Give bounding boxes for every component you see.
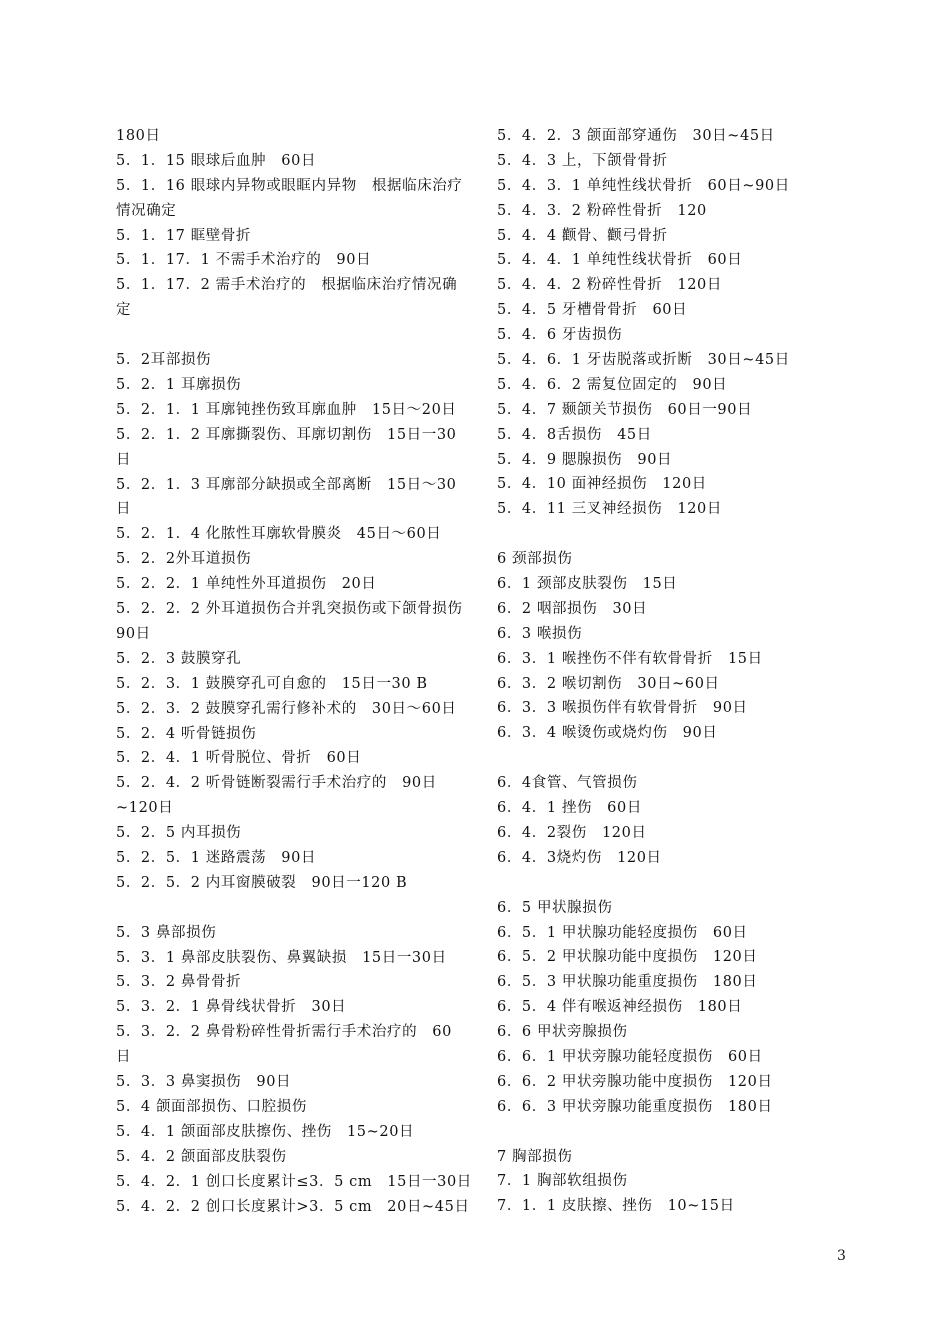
text-line: 6．6．1 甲状旁腺功能轻度损伤 60日 bbox=[497, 1048, 763, 1065]
text-line: 5．2．4 听骨链损伤 bbox=[116, 725, 257, 742]
text-line: 5．4．5 牙槽骨骨折 60日 bbox=[497, 302, 688, 319]
text-line: 6．6 甲状旁腺损伤 bbox=[497, 1024, 628, 1041]
text-line: 6．4．3烧灼伤 120日 bbox=[497, 849, 662, 866]
text-line: 5．2．2．2 外耳道损伤合并乳突损伤或下颌骨损伤 90日 bbox=[116, 601, 478, 642]
text-line: 5．2．1．2 耳廓撕裂伤、耳廓切割伤 15日一30日 bbox=[116, 426, 457, 468]
text-line: 6．1 颈部皮肤裂伤 15日 bbox=[497, 576, 678, 593]
text-line: 5．4．1 颌面部皮肤擦伤、挫伤 15~20日 bbox=[116, 1123, 415, 1140]
text-line: 5．4．3 上，下颌骨骨折 bbox=[497, 152, 668, 169]
text-line: 5．3．3 鼻窦损伤 90日 bbox=[116, 1074, 292, 1091]
text-line: 5．3．1 鼻部皮肤裂伤、鼻翼缺损 15日一30日 bbox=[116, 949, 447, 966]
text-line: 5．2．5．2 内耳窗膜破裂 90日一120 B bbox=[116, 874, 408, 891]
text-line: 5．4．6．2 需复位固定的 90日 bbox=[497, 376, 728, 393]
text-line: 5．2．3 鼓膜穿孔 bbox=[116, 650, 242, 667]
text-line: 6．6．3 甲状旁腺功能重度损伤 180日 bbox=[497, 1098, 773, 1115]
text-line: 5．1．17．1 不需手术治疗的 90日 bbox=[116, 252, 372, 269]
right-column bbox=[497, 124, 807, 1219]
section-heading: 5．3 鼻部损伤 bbox=[116, 924, 217, 941]
blank-line bbox=[116, 323, 466, 348]
text-line: 6．3 喉损伤 bbox=[497, 625, 583, 642]
text-line: 6．3．3 喉损伤伴有软骨骨折 90日 bbox=[497, 700, 748, 717]
text-line: 180日 bbox=[116, 128, 161, 144]
text-line: 5．2．1．1 耳廓钝挫伤致耳廓血肿 15日～20日 bbox=[116, 401, 457, 418]
text-line: 6．2 咽部损伤 30日 bbox=[497, 600, 648, 617]
text-line: 5．2．4．1 听骨脱位、骨折 60日 bbox=[116, 750, 362, 767]
text-line: 7．1．1 皮肤擦、挫伤 10~15日 bbox=[497, 1198, 735, 1215]
text-line: 5．4．2．2 创口长度累计>3．5 cm 20日~45日 bbox=[116, 1198, 470, 1215]
blank-line bbox=[116, 896, 466, 921]
section-heading: 5．2耳部损伤 bbox=[116, 352, 212, 369]
text-line: 5．4．9 腮腺损伤 90日 bbox=[497, 451, 673, 468]
text-line: 6．3．4 喉烫伤或烧灼伤 90日 bbox=[497, 725, 718, 742]
text-line: 5．4．2 颌面部皮肤裂伤 bbox=[116, 1148, 287, 1165]
text-line: 6．3．2 喉切割伤 30日~60日 bbox=[497, 675, 720, 692]
section-heading: 5．4 颌面部损伤、口腔损伤 bbox=[116, 1098, 307, 1115]
text-line: 6．6．2 甲状旁腺功能中度损伤 120日 bbox=[497, 1073, 773, 1090]
text-line: 5．2．3．2 鼓膜穿孔需行修补术的 30日～60日 bbox=[116, 700, 457, 717]
text-line: 5．4．4．1 单纯性线状骨折 60日 bbox=[497, 252, 743, 269]
section-heading: 6 颈部损伤 bbox=[497, 551, 573, 568]
text-line: 5．3．2 鼻骨骨折 bbox=[116, 974, 242, 991]
text-line: 5．4．6．1 牙齿脱落或折断 30日~45日 bbox=[497, 352, 790, 369]
text-line: 5．2．1 耳廓损伤 bbox=[116, 376, 242, 393]
text-line: 5．2．4．2 听骨链断裂需行手术治疗的 90日~120日 bbox=[116, 775, 437, 817]
text-line: 6．5．3 甲状腺功能重度损伤 180日 bbox=[497, 974, 758, 991]
text-line: 5．4．7 颞颌关节损伤 60日一90日 bbox=[497, 401, 753, 418]
text-line: 5．1．16 眼球内异物或眼眶内异物 根据临床治疗情况确定 bbox=[116, 177, 463, 219]
text-line: 5．2．2．1 单纯性外耳道损伤 20日 bbox=[116, 576, 377, 593]
text-line: 5．3．2．2 鼻骨粉碎性骨折需行手术治疗的 60日 bbox=[116, 1024, 452, 1066]
text-line: 5．4．2．3 颌面部穿通伤 30日~45日 bbox=[497, 128, 775, 144]
text-line: 5．4．3．1 单纯性线状骨折 60日~90日 bbox=[497, 177, 790, 194]
text-line: 5．1．17 眶壁骨折 bbox=[116, 227, 252, 244]
text-line: 6．4．2裂伤 120日 bbox=[497, 824, 647, 841]
text-line: 5．4．8舌损伤 45日 bbox=[497, 426, 652, 443]
text-line: 5．4．4．2 粉碎性骨折 120日 bbox=[497, 277, 722, 294]
text-line: 5．3．2．1 鼻骨线状骨折 30日 bbox=[116, 999, 347, 1016]
blank-line bbox=[497, 871, 807, 896]
text-line: 5．2．2外耳道损伤 bbox=[116, 551, 252, 568]
blank-line bbox=[497, 1120, 807, 1145]
text-line: 5．2．1．4 化脓性耳廓软骨膜炎 45日～60日 bbox=[116, 526, 442, 543]
text-line: 6．4．1 挫伤 60日 bbox=[497, 800, 642, 817]
text-line: 5．2．5 内耳损伤 bbox=[116, 825, 242, 842]
text-line: 5．1．17．2 需手术治疗的 根据临床治疗情况确定 bbox=[116, 277, 458, 319]
text-line: 5．4．6 牙齿损伤 bbox=[497, 327, 623, 344]
text-line: 5．4．3．2 粉碎性骨折 120 bbox=[497, 202, 707, 219]
section-heading: 6．5 甲状腺损伤 bbox=[497, 899, 613, 916]
section-heading: 7 胸部损伤 bbox=[497, 1148, 573, 1165]
page-number: 3 bbox=[837, 1248, 846, 1264]
text-line: 5．1．15 眼球后血肿 60日 bbox=[116, 152, 317, 169]
text-line: 6．5．1 甲状腺功能轻度损伤 60日 bbox=[497, 924, 748, 941]
text-line: 6．5．2 甲状腺功能中度损伤 120日 bbox=[497, 949, 758, 966]
text-line: 5．2．3．1 鼓膜穿孔可自愈的 15日一30 B bbox=[116, 675, 428, 692]
text-line: 5．2．5．1 迷路震荡 90日 bbox=[116, 850, 317, 867]
text-line: 6．3．1 喉挫伤不伴有软骨骨折 15日 bbox=[497, 650, 763, 667]
section-heading: 6．4食管、气管损伤 bbox=[497, 775, 638, 792]
text-line: 5．4．2．1 创口长度累计≤3．5 cm 15日一30日 bbox=[116, 1173, 472, 1190]
text-line: 5．4．4 颧骨、颧弓骨折 bbox=[497, 227, 668, 244]
text-line: 5．4．11 三叉神经损伤 120日 bbox=[497, 501, 722, 518]
blank-line bbox=[497, 746, 807, 771]
text-line: 5．4．10 面神经损伤 120日 bbox=[497, 476, 707, 493]
text-line: 5．2．1．3 耳廓部分缺损或全部离断 15日～30日 bbox=[116, 476, 457, 518]
left-column bbox=[116, 124, 478, 1219]
text-line: 6．5．4 伴有喉返神经损伤 180日 bbox=[497, 999, 743, 1016]
blank-line bbox=[497, 522, 807, 547]
text-line: 7．1 胸部软组损伤 bbox=[497, 1173, 628, 1190]
